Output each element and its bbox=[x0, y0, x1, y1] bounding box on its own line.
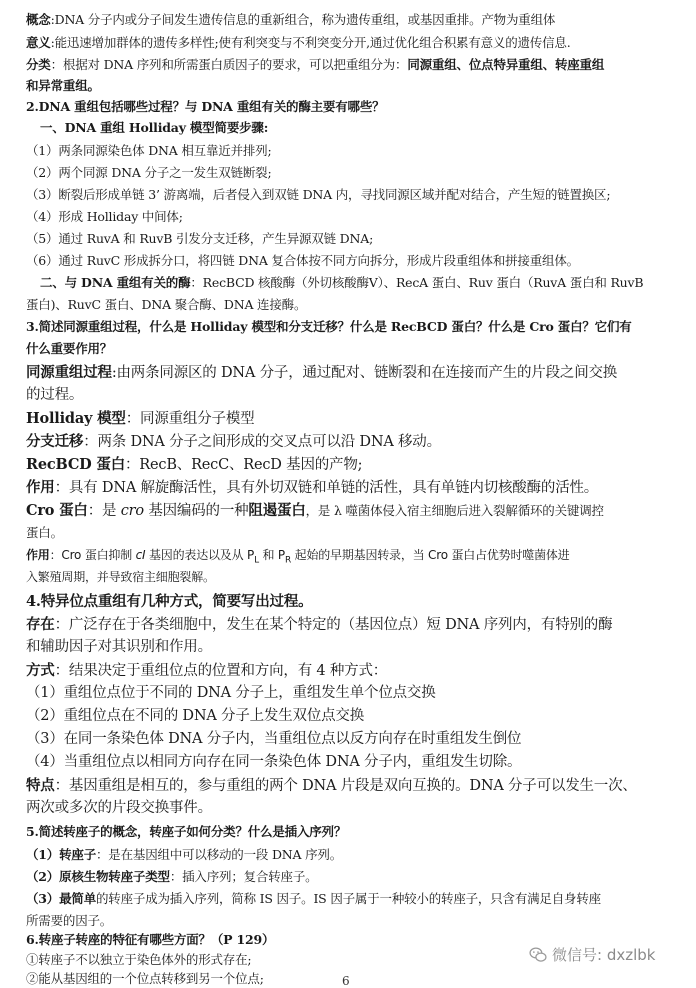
text-line: 二、与 DNA 重组有关的酶：RecBCD 核酸酶（外切核酸酶Ⅴ）、RecA 蛋白、Ruv 蛋白（RuvA 蛋白和 RuvB bbox=[40, 275, 644, 290]
list-item: （3）在同一条染色体 DNA 分子内，当重组位点以反方向存在时重组发生倒位 bbox=[26, 731, 522, 747]
text-line: 和异常重组。 bbox=[26, 78, 100, 93]
text-line: （3）最简单的转座子成为插入序列，简称 IS 因子。IS 因子属于一种较小的转座子，只含有满足自身转座 bbox=[26, 891, 601, 906]
text-line: 意义:能迅速增加群体的遗传多样性;使有利突变与不利突变分开,通过优化组合积累有意义的遗传信息. bbox=[26, 35, 571, 50]
list-item: （2）重组位点在不同的 DNA 分子上发生双位点交换 bbox=[26, 708, 365, 724]
text-line: 蛋白。 bbox=[26, 525, 63, 540]
text-line: （2）原核生物转座子类型：插入序列；复合转座子。 bbox=[26, 869, 318, 884]
question-heading: 3.简述同源重组过程，什么是 Holliday 模型和分支迁移？什么是 RecBCD 蛋白？什么是 Cro 蛋白？它们有 bbox=[26, 319, 632, 334]
wechat-icon bbox=[528, 945, 548, 965]
text-line: 分类：根据对 DNA 序列和所需蛋白质因子的要求，可以把重组分为：同源重组、位点特异重组、转座重组 bbox=[26, 57, 605, 72]
text-line: 存在：广泛存在于各类细胞中，发生在某个特定的（基因位点）短 DNA 序列内，有特别的酶 bbox=[26, 616, 613, 633]
text-line: 入繁殖周期，并导致宿主细胞裂解。 bbox=[26, 570, 215, 584]
text-line: 所需要的因子。 bbox=[26, 913, 113, 928]
text-line: 方式：结果决定于重组位点的位置和方向，有 4 种方式： bbox=[26, 662, 388, 679]
text-line: （1）转座子：是在基因组中可以移动的一段 DNA 序列。 bbox=[26, 847, 343, 862]
text-line: 作用：具有 DNA 解旋酶活性，具有外切双链和单链的活性，具有单链内切核酸酶的活性。 bbox=[26, 479, 599, 496]
text-line: Cro 蛋白：是 cro 基因编码的一种阻遏蛋白，是 λ 噬菌体侵入宿主细胞后进入裂解循环的关键调控 bbox=[26, 502, 604, 519]
text-line: 两次或多次的片段交换事件。 bbox=[26, 800, 212, 816]
text-line: 同源重组过程:由两条同源区的 DNA 分子，通过配对、链断裂和在连接而产生的片段之间交换 bbox=[26, 364, 618, 381]
list-item: （4）形成 Holliday 中间体; bbox=[26, 209, 183, 224]
list-item: （3）断裂后形成单链 3’ 游离端，后者侵入到双链 DNA 内，寻找同源区域并配对结合，产生短的链置换区; bbox=[26, 187, 611, 202]
text-line: 的过程。 bbox=[26, 387, 84, 403]
list-item: （2）两个同源 DNA 分子之一发生双链断裂; bbox=[26, 165, 272, 180]
list-item: ①转座子不以独立于染色体外的形式存在; bbox=[26, 952, 252, 967]
question-heading: 什么重要作用？ bbox=[26, 341, 113, 356]
text-line: 分支迁移：两条 DNA 分子之间形成的交叉点可以沿 DNA 移动。 bbox=[26, 433, 441, 450]
question-heading: 5.简述转座子的概念，转座子如何分类？什么是插入序列？ bbox=[26, 824, 347, 839]
text-line: Holliday 模型：同源重组分子模型 bbox=[26, 410, 255, 427]
watermark bbox=[528, 944, 655, 965]
text-line: 作用：Cro 蛋白抑制 cI 基因的表达以及从 $P_L$ 和 $P_R$ 起始的早期基因转录，当 Cro 蛋白占优势时噬菌体进 bbox=[26, 548, 570, 566]
text-line: 蛋白)、RuvC 蛋白、DNA 聚合酶、DNA 连接酶。 bbox=[26, 297, 307, 312]
question-heading: 6.转座子转座的特征有哪些方面？（P 129） bbox=[26, 932, 275, 947]
list-item: ②能从基因组的一个位点转移到另一个位点; bbox=[26, 971, 264, 986]
text-line: 概念:DNA 分子内或分子间发生遗传信息的重新组合，称为遗传重组，或基因重排。产物为重组体 bbox=[26, 12, 556, 27]
page-number: 6 bbox=[342, 974, 350, 988]
section-heading: 一、DNA 重组 Holliday 模型简要步骤: bbox=[40, 120, 269, 135]
list-item: （6）通过 RuvC 形成拆分口，将四链 DNA 复合体按不同方向拆分，形成片段重组体和拼接重组体。 bbox=[26, 253, 579, 268]
list-item: （4）当重组位点以相同方向存在同一条染色体 DNA 分子内，重组发生切除。 bbox=[26, 754, 522, 770]
list-item: （1）两条同源染色体 DNA 相互靠近并排列; bbox=[26, 143, 272, 158]
text-line: 和辅助因子对其识别和作用。 bbox=[26, 639, 212, 655]
question-heading: 2.DNA 重组包括哪些过程？与 DNA 重组有关的酶主要有哪些？ bbox=[26, 99, 385, 114]
text-line: 特点：基因重组是相互的，参与重组的两个 DNA 片段是双向互换的。DNA 分子可以发生一次、 bbox=[26, 777, 637, 794]
list-item: （5）通过 RuvA 和 RuvB 引发分支迁移，产生异源双链 DNA; bbox=[26, 231, 374, 246]
text-line: RecBCD 蛋白：RecB、RecC、RecD 基因的产物; bbox=[26, 456, 363, 473]
question-heading: 4.特异位点重组有几种方式，简要写出过程。 bbox=[26, 593, 313, 610]
list-item: （1）重组位点位于不同的 DNA 分子上，重组发生单个位点交换 bbox=[26, 685, 436, 701]
watermark-text: 微信号: dxzlbk bbox=[552, 946, 656, 964]
